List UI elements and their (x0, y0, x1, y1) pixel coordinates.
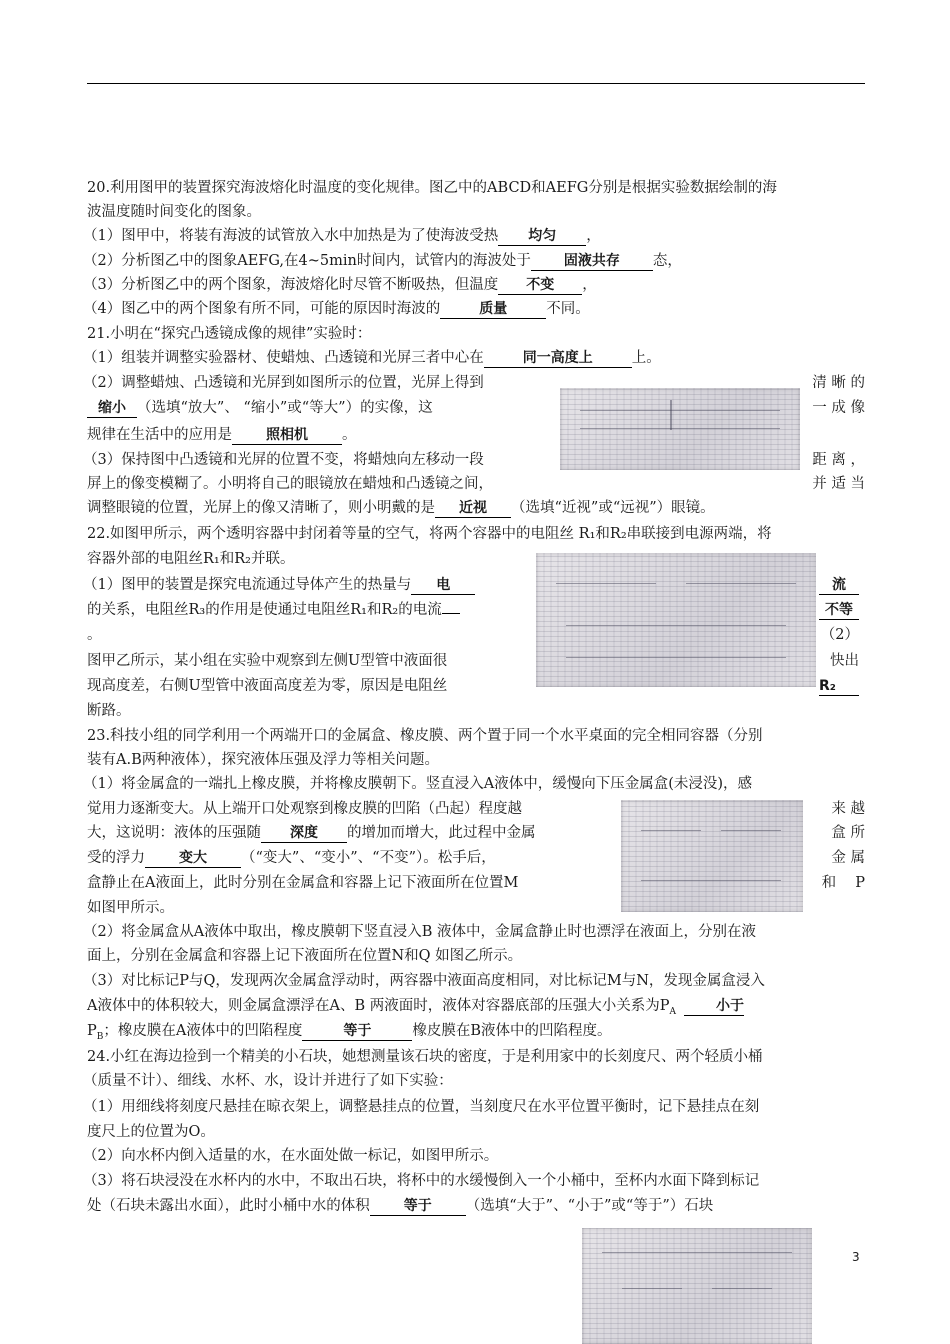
page-number: 3 (852, 1250, 860, 1264)
header-rule (87, 83, 865, 84)
q22-part1-line2: 的关系，电阻丝R₃的作用是使通过电阻丝R₁和R₂的电流 (87, 600, 460, 620)
q20-part2: （2）分析图乙中的图象AEFG,在4~5min时间内，试管内的海波处于 固液共存 态， (83, 253, 682, 269)
q21-part2-line2: 缩小 （选填“放大”、 “缩小”或“等大”）的实像，这 (87, 398, 433, 418)
q23-part1-line3: 大，这说明：液体的压强随 深度 的增加而增大，此过程中金属 (87, 825, 536, 841)
q22-answer1-part-a: 电 (411, 576, 475, 595)
q23-part1-line1: （1）将金属盒的一端扎上橡皮膜，并将橡皮膜朝下。竖直浸入A液体中，缓慢向下压金属盒(未浸没)，感 (83, 776, 753, 792)
q23-answer3: 小于 (684, 997, 744, 1016)
q20-answer3: 不变 (498, 276, 582, 295)
q22-part1-line3: 。 (87, 627, 102, 643)
lens-experiment-figure (560, 388, 800, 470)
q21-answer3: 照相机 (232, 426, 342, 445)
q22-part2-line1: 图甲乙所示，某小组在实验中观察到左侧U型管中液面很 (87, 653, 448, 669)
q20-answer4: 质量 (440, 300, 546, 319)
q24-stem-line2: （质量不计）、细线、水杯、水，设计并进行了如下实验： (83, 1073, 453, 1089)
q20-answer2: 固液共存 (531, 252, 653, 271)
q20-stem-line2: 波温度随时间变化的图象。 (87, 204, 261, 220)
q23-part2-line1: （2）将金属盒从A液体中取出，橡皮膜朝下竖直浸入B 液体中，金属盒静止时也漂浮在液面上，分别在液 (83, 924, 756, 940)
q21-part3-line2: 屏上的像变模糊了。小明将自己的眼镜放在蜡烛和凸透镜之间， (87, 476, 493, 492)
q23-part1-line4: 受的浮力 变大 （“变大”、“变小”、“不变”）。松手后， (87, 850, 496, 866)
q23-stem-line2: 装有A.B两种液体），探究液体压强及浮力等相关问题。 (87, 752, 439, 768)
q22-answer2: 不等 (819, 600, 859, 620)
q21-part2-line2-right: 一 成 像 (812, 400, 865, 416)
q23-part1-line6: 如图甲所示。 (87, 900, 174, 916)
q22-answer3: R₂ (819, 676, 859, 696)
q21-stem: 21.小明在“探究凸透镜成像的规律”实验时： (87, 326, 372, 342)
q23-stem-line1: 23.科技小组的同学利用一个两端开口的金属盒、橡皮膜、两个置于同一个水平桌面的完全相同容器（分别 (87, 728, 763, 744)
q21-part3-line1-right: 距 离 ， (812, 452, 865, 468)
q21-part2-line3: 规律在生活中的应用是 照相机 。 (87, 427, 357, 443)
q20-stem-line1: 20.利用图甲的装置探究海波熔化时温度的变化规律。图乙中的ABCD和AEFG分别是根据实验数据绘制的海 (87, 180, 777, 196)
q21-part3-line2-right: 并 适 当 (812, 476, 865, 492)
q24-answer1: 等于 (370, 1197, 466, 1216)
q23-part3-line2: A液体中的体积较大，则金属盒漂浮在A、B 两液面时，液体对容器底部的压强大小关系为$P_A$ 小于 (87, 998, 744, 1017)
q23-part1-line2-right: 来 越 (831, 801, 865, 817)
q24-part3-line2: 处（石块未露出水面），此时小桶中水的体积 等于 （选填“大于”、“小于”或“等于”）石块 (87, 1198, 714, 1214)
density-experiment-figure (582, 1228, 812, 1344)
electric-heat-figure (536, 553, 816, 687)
q23-part2-line2: 面上，分别在金属盒和容器上记下液面所在位置N和Q 如图乙所示。 (87, 948, 523, 964)
q22-stem-line2: 容器外部的电阻丝R₁和R₂并联。 (87, 551, 295, 567)
q22-part1-line1: （1）图甲的装置是探究电流通过导体产生的热量与 电 (83, 575, 475, 595)
q21-part2-line1: （2）调整蜡烛、凸透镜和光屏到如图所示的位置，光屏上得到 (83, 375, 484, 391)
q20-part1: （1）图甲中，将装有海波的试管放入水中加热是为了使海波受热 均匀 ， (83, 228, 601, 244)
q23-part1-line3-right: 盒 所 (831, 825, 865, 841)
q24-part1-line1: （1）用细线将刻度尺悬挂在晾衣架上，调整悬挂点的位置，当刻度尺在水平位置平衡时，记下悬挂点在刻 (83, 1099, 760, 1115)
q21-answer2: 缩小 (87, 399, 137, 418)
q21-part2-line1-right: 清 晰 的 (812, 375, 865, 391)
q21-part1: （1）组装并调整实验器材、使蜡烛、凸透镜和光屏三者中心在 同一高度上 上。 (83, 350, 661, 366)
q20-part3: （3）分析图乙中的两个图象，海波熔化时尽管不断吸热，但温度 不变 ， (83, 277, 597, 293)
q23-answer1: 深度 (261, 824, 347, 843)
q23-part3-line1: （3）对比标记P与Q，发现两次金属盒浮动时，两容器中液面高度相同，对比标记M与N，发现金属盒浸入 (83, 973, 765, 989)
q21-part3-line3: 调整眼镜的位置，光屏上的像又清晰了，则小明戴的是 近视 （选填“近视”或“远视”）眼镜。 (87, 500, 715, 516)
q21-part3-line1: （3）保持图中凸透镜和光屏的位置不变，将蜡烛向左移动一段 (83, 452, 484, 468)
q24-part2: （2）向水杯内倒入适量的水，在水面处做一标记，如图甲所示。 (83, 1148, 499, 1164)
q23-part1-line5: 盒静止在A液面上，此时分别在金属盒和容器上记下液面所在位置M (87, 875, 519, 891)
q20-answer1: 均匀 (498, 227, 586, 246)
liquid-pressure-figure (621, 800, 803, 912)
q22-stem-line1: 22.如图甲所示，两个透明容器中封闭着等量的空气，将两个容器中的电阻丝 R₁和R₂串联接到电源两端，将 (87, 526, 772, 542)
q22-part2-line1-right: 快出 (830, 653, 859, 669)
q23-answer4: 等于 (302, 1022, 412, 1041)
q23-part1-line5-right: 和 P (821, 875, 865, 891)
q22-answer1-part-b: 流 (819, 575, 859, 595)
q23-part3-line3: $P_B$；橡皮膜在A液体中的凹陷程度 等于 橡皮膜在B液体中的凹陷程度。 (87, 1023, 612, 1042)
q24-stem-line1: 24.小红在海边捡到一个精美的小石块，她想测量该石块的密度，于是利用家中的长刻度尺、两个轻质小桶 (87, 1049, 763, 1065)
q22-part2-line3: 断路。 (87, 703, 131, 719)
q20-part4: （4）图乙中的两个图象有所不同，可能的原因时海波的 质量 不同。 (83, 301, 590, 317)
q21-answer4: 近视 (435, 499, 511, 518)
q24-part3-line1: （3）将石块浸没在水杯内的水中，不取出石块，将杯中的水缓慢倒入一个小桶中，至杯内水面下降到标记 (83, 1173, 760, 1189)
q24-part1-line2: 度尺上的位置为O。 (87, 1124, 215, 1140)
q22-part2-line2: 现高度差，右侧U型管中液面高度差为零，原因是电阻丝 (87, 678, 448, 694)
q22-part2-label: （2） (820, 627, 859, 643)
q23-answer2: 变大 (145, 849, 241, 868)
q21-answer1: 同一高度上 (484, 349, 632, 368)
q23-part1-line4-right: 金 属 (831, 850, 865, 866)
q23-part1-line2: 觉用力逐渐变大。从上端开口处观察到橡皮膜的凹陷（凸起）程度越 (87, 801, 522, 817)
